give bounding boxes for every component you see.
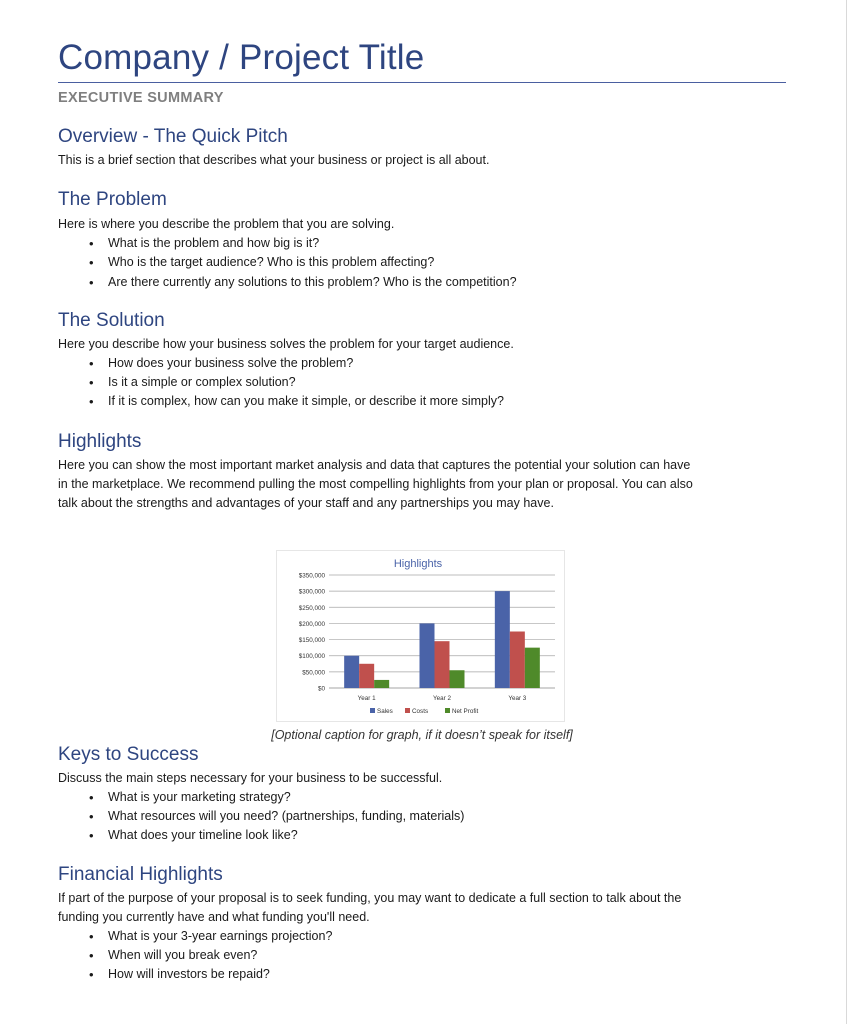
list-item: • What is your 3-year earnings projection? [108, 927, 786, 946]
y-tick-label: $250,000 [298, 604, 325, 612]
chart-svg [277, 551, 564, 721]
x-tick-label: Year 3 [508, 695, 527, 702]
chart-title: Highlights [393, 558, 443, 570]
financial-heading: Financial Highlights [58, 863, 223, 885]
bar-net-profit-2 [525, 648, 540, 688]
highlights-text-line: in the marketplace. We recommend pulling the most compelling highlights from your plan or proposal. You can also [58, 476, 693, 491]
bar-sales-0 [344, 656, 359, 688]
list-item: • Is it a simple or complex solution? [108, 373, 786, 392]
list-item: • How will investors be repaid? [108, 965, 786, 984]
list-item: • Are there currently any solutions to this problem? Who is the competition? [108, 273, 786, 292]
chart-caption: [Optional caption for graph, if it doesn’t speak for itself] [271, 728, 573, 742]
document-body [58, 36, 786, 985]
legend-label: Sales [377, 708, 393, 715]
highlights-chart [276, 550, 565, 722]
list-item: • How does your business solve the problem? [108, 354, 786, 373]
bar-sales-2 [495, 591, 510, 688]
list-item: • What is your marketing strategy? [108, 788, 786, 807]
list-item: • When will you break even? [108, 946, 786, 965]
x-tick-label: Year 1 [357, 695, 376, 702]
financial-text-line: If part of the purpose of your proposal is to seek funding, you may want to dedicate a full section to talk about the [58, 890, 682, 905]
keys-intro: Discuss the main steps necessary for your business to be successful. [58, 770, 443, 785]
bar-net-profit-1 [450, 670, 465, 688]
y-tick-label: $50,000 [302, 669, 325, 677]
list-item: • Who is the target audience? Who is this problem affecting? [108, 253, 786, 272]
y-tick-label: $300,000 [298, 588, 325, 596]
financial-text-line: funding you currently have and what funding you'll need. [58, 909, 370, 924]
y-tick-label: $150,000 [298, 637, 325, 645]
legend-label: Costs [412, 708, 429, 715]
legend-swatch [405, 708, 410, 713]
list-item: • What resources will you need? (partnerships, funding, materials) [108, 807, 786, 826]
y-tick-label: $100,000 [298, 653, 325, 661]
highlights-heading: Highlights [58, 430, 142, 452]
bar-net-profit-0 [374, 680, 389, 688]
financial-bullet-list [58, 927, 786, 985]
bar-costs-1 [435, 641, 450, 688]
legend-label: Net Profit [452, 708, 479, 715]
highlights-text-line: Here you can show the most important market analysis and data that captures the potential your solution can have [58, 457, 691, 472]
list-item: • What is the problem and how big is it? [108, 234, 786, 253]
problem-intro: Here is where you describe the problem that you are solving. [58, 217, 395, 231]
chart-legend [370, 708, 478, 715]
bar-costs-2 [510, 632, 525, 689]
overview-heading: Overview - The Quick Pitch [58, 126, 288, 147]
document-subtitle: EXECUTIVE SUMMARY [58, 90, 224, 106]
keys-heading: Keys to Success [58, 743, 199, 765]
keys-bullet-list [58, 788, 786, 846]
x-tick-label: Year 2 [433, 695, 451, 702]
solution-bullet-list [58, 354, 786, 412]
bar-sales-1 [420, 623, 435, 688]
y-tick-label: $0 [317, 685, 325, 693]
title-divider [58, 82, 786, 83]
problem-bullet-list [58, 234, 786, 292]
bar-costs-0 [359, 664, 374, 688]
legend-swatch [370, 708, 375, 713]
list-item: • What does your timeline look like? [108, 826, 786, 845]
chart-x-axis [358, 695, 527, 702]
chart-y-axis [299, 573, 326, 693]
problem-heading: The Problem [58, 189, 167, 210]
y-tick-label: $200,000 [298, 620, 325, 628]
overview-text: This is a brief section that describes what your business or project is all about. [58, 153, 490, 167]
legend-swatch [445, 708, 450, 713]
solution-intro: Here you describe how your business solves the problem for your target audience. [58, 336, 514, 351]
document-title: Company / Project Title [58, 38, 425, 77]
solution-heading: The Solution [58, 309, 165, 331]
list-item: • If it is complex, how can you make it simple, or describe it more simply? [108, 392, 786, 411]
y-tick-label: $350,000 [298, 572, 325, 580]
highlights-text-line: talk about the strengths and advantages of your staff and any partnerships you may have. [58, 495, 554, 510]
